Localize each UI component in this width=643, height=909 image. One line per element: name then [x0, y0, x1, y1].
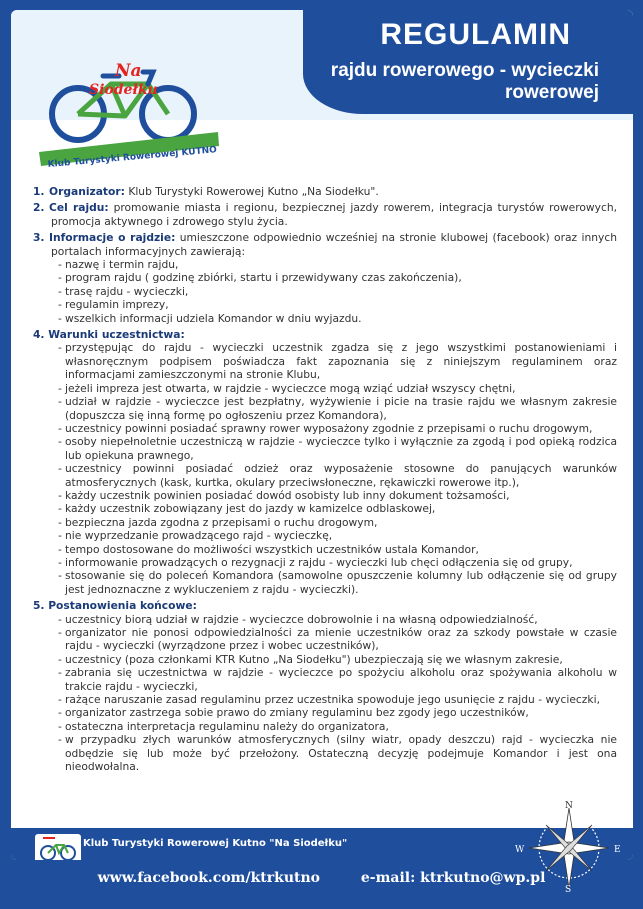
small-logo — [35, 834, 81, 860]
section-label: Informacje o rajdzie: — [49, 231, 176, 245]
logo-club-name: Klub Turystyki Rowerowej KUTNO — [47, 145, 218, 171]
list-item: - uczestnicy biorą udział w rajdzie - wycieczce dobrowolnie i na własną odpowiedzialność, — [65, 613, 617, 626]
section-label: Organizator: — [49, 185, 125, 198]
section-text: Klub Turystyki Rowerowej Kutno „Na Siodełku". — [124, 185, 379, 198]
section-number: 2. — [33, 201, 45, 215]
list-item: - trasę rajdu - wycieczki, — [65, 285, 617, 298]
list-item: - jeżeli impreza jest otwarta, w rajdzie - wycieczce mogą wziąć udział wszyscy chętni, — [65, 382, 617, 395]
section-final-provisions — [33, 599, 617, 773]
list-item: - uczestnicy (poza członkami KTR Kutno „Na Siodełku") ubezpieczają się we własnym zakresie, — [65, 653, 617, 666]
list-item: - program rajdu ( godzinę zbiórki, startu i przewidywany czas zakończenia), — [65, 271, 617, 284]
section-participation — [33, 328, 617, 596]
section-text: umieszczone odpowiednio wcześniej na stronie klubowej (facebook) oraz innych portalach informacyjnych zawierają: — [51, 231, 617, 258]
list-item: - rażące naruszanie zasad regulaminu przez uczestnika spowoduje jego usunięcie z rajdu - wycieczki, — [65, 693, 617, 706]
section-title: 4. Warunki uczestnictwa: — [33, 328, 185, 342]
section-text: promowanie miasta i regionu, bezpiecznej jazdy rowerem, integracja turystów rowerowych, promocja aktywnego i zdrowego stylu życia. — [51, 201, 618, 228]
page-subtitle: rajdu rowerowego - wycieczki rowerowej — [330, 60, 599, 103]
list-item: - każdy uczestnik zobowiązany jest do jazdy w kamizelce odblaskowej, — [65, 502, 617, 515]
section-info — [33, 231, 617, 325]
section-number: 1. — [33, 185, 45, 198]
list-item: - osoby niepełnoletnie uczestniczą w rajdzie - wycieczce tylko i wyłącznie za zgodą i pod opieką rodzica lub opiekuna prawnego, — [65, 435, 617, 462]
section-goal — [33, 201, 617, 228]
section-label: Cel rajdu: — [49, 201, 109, 215]
footer-club-name: Klub Turystyki Rowerowej Kutno "Na Siodełku" — [83, 838, 348, 849]
final-provisions-list — [33, 613, 617, 774]
section-organizer — [33, 185, 617, 198]
regulations-content — [33, 185, 617, 776]
list-item: - każdy uczestnik powinien posiadać dowód osobisty lub inny dokument tożsamości, — [65, 489, 617, 502]
compass-s: S — [565, 885, 572, 892]
list-item: - w przypadku złych warunków atmosferycznych (silny wiatr, opady deszczu) rajd - wycieczka nie odbędzie się lub może być przełożony. Ostateczną decyzję podejmuje Komandor i jest ona nieodwołalna. — [65, 733, 617, 773]
info-list — [33, 258, 617, 325]
document-card — [11, 10, 633, 860]
section-number: 3. — [33, 231, 45, 245]
list-item: - organizator nie ponosi odpowiedzialności za mienie uczestników oraz za szkody powstałe w czasie rajdu - wycieczki (wyrządzone przez i wobec uczestników), — [65, 626, 617, 653]
page-title: REGULAMIN — [380, 18, 571, 51]
list-item: - uczestnicy powinni posiadać sprawny rower wyposażony zgodnie z przepisami o ruchu drogowym, — [65, 422, 617, 435]
list-item: - organizator zastrzega sobie prawo do zmiany regulaminu bez zgody jego uczestników, — [65, 706, 617, 719]
list-item: - ostateczna interpretacja regulaminu należy do organizatora, — [65, 720, 617, 733]
section-title: 5. Postanowienia końcowe: — [33, 599, 197, 613]
participation-list — [33, 341, 617, 596]
list-item: - uczestnicy powinni posiadać odzież oraz wyposażenie stosowne do panujących warunków atmosferycznych (kask, kurtka, okulary przeciwsłoneczne, rękawiczki rowerowe itp.), — [65, 462, 617, 489]
compass-n: N — [565, 801, 573, 811]
list-item: - przystępując do rajdu - wycieczki uczestnik zgadza się z jego wszystkimi postanowieniami i własnoręcznym podpisem poświadcza fakt zapoznania się z niniejszym regulaminem oraz informacjami zamieszczonymi na stronie Klubu, — [65, 341, 617, 381]
list-item: - nie wyprzedzanie prowadzącego rajd - wycieczkę, — [65, 529, 617, 542]
list-item: - informowanie prowadzących o rezygnacji z rajdu - wycieczki lub chęci odłączenia się od grupy, — [65, 556, 617, 569]
list-item: - stosowanie się do poleceń Komandora (samowolne opuszczenie kolumny lub odłączenie się od grupy jest jednoznaczne z wykluczeniem z rajdu - wycieczki). — [65, 569, 617, 596]
facebook-link[interactable]: www.facebook.com/ktrkutno — [97, 870, 320, 886]
list-item: - udział w rajdzie - wycieczce jest bezpłatny, wyżywienie i picie na trasie rajdu we własnym zakresie (dopuszcza się inną formę po ogłoszeniu przez Komandora), — [65, 395, 617, 422]
list-item: - regulamin imprezy, — [65, 298, 617, 311]
logo-text-siodelku: Siodełku — [89, 82, 158, 98]
compass-e: E — [614, 845, 621, 855]
list-item: - wszelkich informacji udziela Komandor w dniu wyjazdu. — [65, 312, 617, 325]
club-logo — [33, 54, 223, 174]
email-link[interactable]: e-mail: ktrkutno@wp.pl — [360, 870, 546, 886]
footer-links — [0, 870, 643, 886]
list-item: - nazwę i termin rajdu, — [65, 258, 617, 271]
list-item: - tempo dostosowane do możliwości wszystkich uczestników ustala Komandor, — [65, 543, 617, 556]
logo-text-na: Na — [115, 61, 142, 81]
list-item: - bezpieczna jazda zgodna z przepisami o ruchu drogowym, — [65, 516, 617, 529]
compass-w: W — [515, 845, 525, 855]
list-item: - zabrania się uczestnictwa w rajdzie - wycieczce po spożyciu alkoholu oraz spożywania alkoholu w trakcie rajdu - wycieczki, — [65, 666, 617, 693]
